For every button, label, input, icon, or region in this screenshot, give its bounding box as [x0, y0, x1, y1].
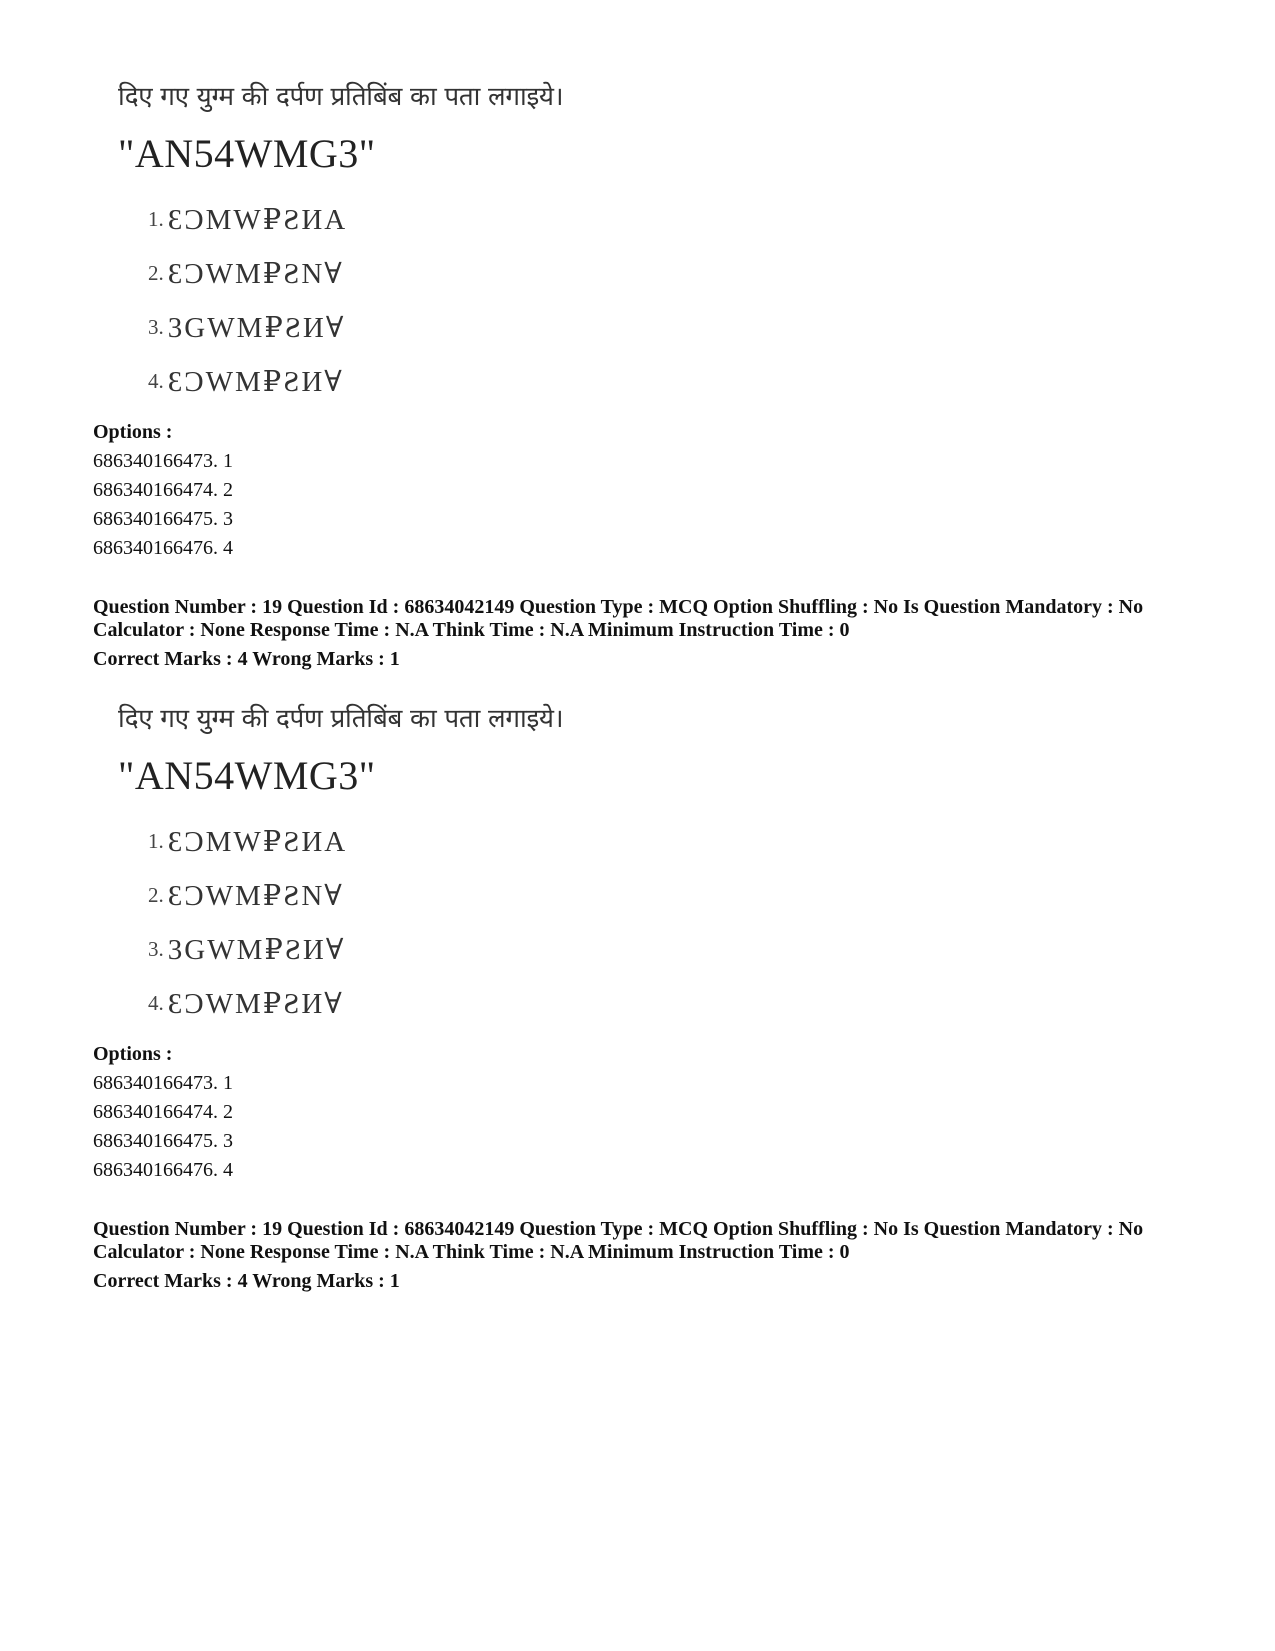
question-choice [118, 300, 678, 354]
options-label: Options : [93, 421, 173, 443]
choice-text: 3GWM₽ƧИ∀ [167, 311, 346, 344]
choice-number: 3. [148, 936, 164, 961]
question-marks-line: Correct Marks : 4 Wrong Marks : 1 [93, 648, 400, 670]
question-word: "AN54WMG3" [118, 753, 376, 798]
options-list [93, 1040, 1275, 1185]
question-choice [118, 922, 678, 976]
choice-number: 1. [148, 828, 164, 853]
question-meta [93, 596, 1203, 671]
question-choice [118, 868, 678, 922]
choice-number: 4. [148, 368, 164, 393]
question-image [118, 700, 678, 1030]
choice-number: 1. [148, 206, 164, 231]
choice-number: 3. [148, 314, 164, 339]
option-item: 686340166475. 3 [93, 508, 233, 530]
choice-text: ƐƆMW₽ƧИA [167, 203, 348, 236]
question-choices [118, 192, 678, 408]
question-choice [118, 814, 678, 868]
choice-text: ƐƆMW₽ƧИA [167, 825, 348, 858]
choice-text: ƐƆWM₽ƧИ∀ [167, 987, 344, 1020]
option-item: 686340166474. 2 [93, 479, 233, 501]
question-choice [118, 976, 678, 1030]
question-image [118, 78, 678, 408]
question-instruction: दिए गए युग्म की दर्पण प्रतिबिंब का पता लगाइये। [118, 82, 564, 112]
option-item: 686340166475. 3 [93, 1130, 233, 1152]
option-item: 686340166476. 4 [93, 1159, 233, 1181]
choice-number: 2. [148, 260, 164, 285]
choice-text: ƐƆWM₽ƧИ∀ [167, 365, 344, 398]
choice-text: 3GWM₽ƧИ∀ [167, 933, 346, 966]
question-choice [118, 354, 678, 408]
choice-text: ƐƆWM₽ƧN∀ [167, 879, 344, 912]
question-meta [93, 1218, 1203, 1293]
option-item: 686340166476. 4 [93, 537, 233, 559]
question-marks-line: Correct Marks : 4 Wrong Marks : 1 [93, 1270, 400, 1292]
option-item: 686340166473. 1 [93, 450, 233, 472]
options-list [93, 418, 1275, 563]
question-meta-line: Question Number : 19 Question Id : 68634042149 Question Type : MCQ Option Shuffling : No Is Question Mandatory : No Calculator : None Response Time : N.A Think Time : N.A Minimum Instruction Time : 0 [93, 596, 1144, 641]
options-label: Options : [93, 1043, 173, 1065]
question-block [0, 700, 1275, 1293]
question-choice [118, 246, 678, 300]
option-item: 686340166473. 1 [93, 1072, 233, 1094]
choice-number: 4. [148, 990, 164, 1015]
question-word: "AN54WMG3" [118, 131, 376, 176]
question-block [0, 78, 1275, 671]
choice-number: 2. [148, 882, 164, 907]
question-choice [118, 192, 678, 246]
option-item: 686340166474. 2 [93, 1101, 233, 1123]
question-instruction: दिए गए युग्म की दर्पण प्रतिबिंब का पता लगाइये। [118, 704, 564, 734]
choice-text: ƐƆWM₽ƧN∀ [167, 257, 344, 290]
question-meta-line: Question Number : 19 Question Id : 68634042149 Question Type : MCQ Option Shuffling : No Is Question Mandatory : No Calculator : None Response Time : N.A Think Time : N.A Minimum Instruction Time : 0 [93, 1218, 1144, 1263]
question-choices [118, 814, 678, 1030]
